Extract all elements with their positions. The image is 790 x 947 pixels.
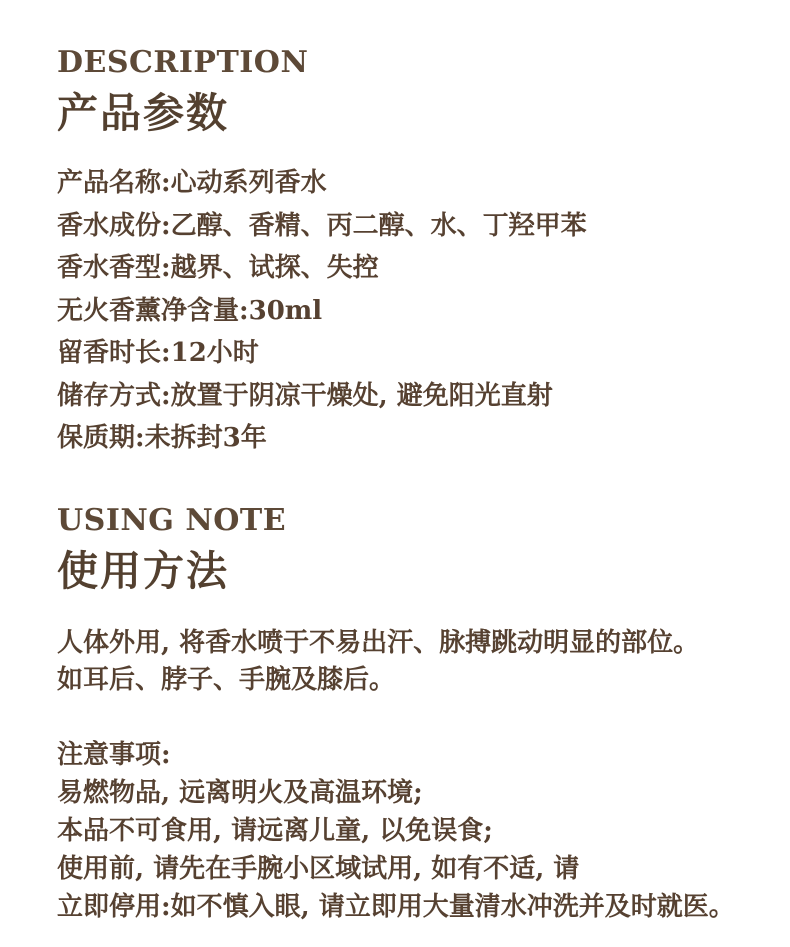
- precaution-line-eye-contact: 立即停用:如不慎入眼, 请立即用大量清水冲洗并及时就医。: [57, 891, 735, 922]
- spec-line-storage: 储存方式:放置于阴凉干燥处, 避免阳光直射: [57, 380, 553, 411]
- product-parameters-title: 产品参数: [57, 89, 229, 137]
- usage-paragraph: [57, 625, 762, 699]
- spec-line-net-content: 无火香薰净含量:30ml: [57, 295, 323, 326]
- usage-line-1: 人体外用, 将香水喷于不易出汗、脉搏跳动明显的部位。: [57, 627, 700, 658]
- usage-line-2: 如耳后、脖子、手腕及膝后。: [57, 664, 396, 695]
- description-eyebrow-heading: DESCRIPTION: [57, 45, 309, 80]
- description-section: [57, 45, 762, 460]
- precautions-block: [57, 736, 762, 926]
- spec-line-product-name: 产品名称:心动系列香水: [57, 168, 327, 198]
- using-note-section: [57, 502, 762, 926]
- spec-line-fragrance-types: 香水香型:越界、试探、失控: [57, 253, 379, 283]
- precaution-line-not-edible: 本品不可食用, 请远离儿童, 以免误食;: [57, 815, 493, 846]
- spec-list: [57, 162, 762, 460]
- using-note-eyebrow-heading: USING NOTE: [57, 502, 287, 538]
- precaution-line-flammable: 易燃物品, 远离明火及高温环境;: [57, 777, 423, 808]
- spec-line-shelf-life: 保质期:未拆封3年: [57, 423, 267, 453]
- usage-method-title: 使用方法: [57, 546, 229, 595]
- precaution-line-patch-test: 使用前, 请先在手腕小区域试用, 如有不适, 请: [57, 853, 580, 884]
- spec-line-lasting-time: 留香时长:12小时: [57, 338, 259, 368]
- spec-line-ingredients: 香水成份:乙醇、香精、丙二醇、水、丁羟甲苯: [57, 210, 587, 241]
- precautions-heading: 注意事项:: [57, 739, 171, 770]
